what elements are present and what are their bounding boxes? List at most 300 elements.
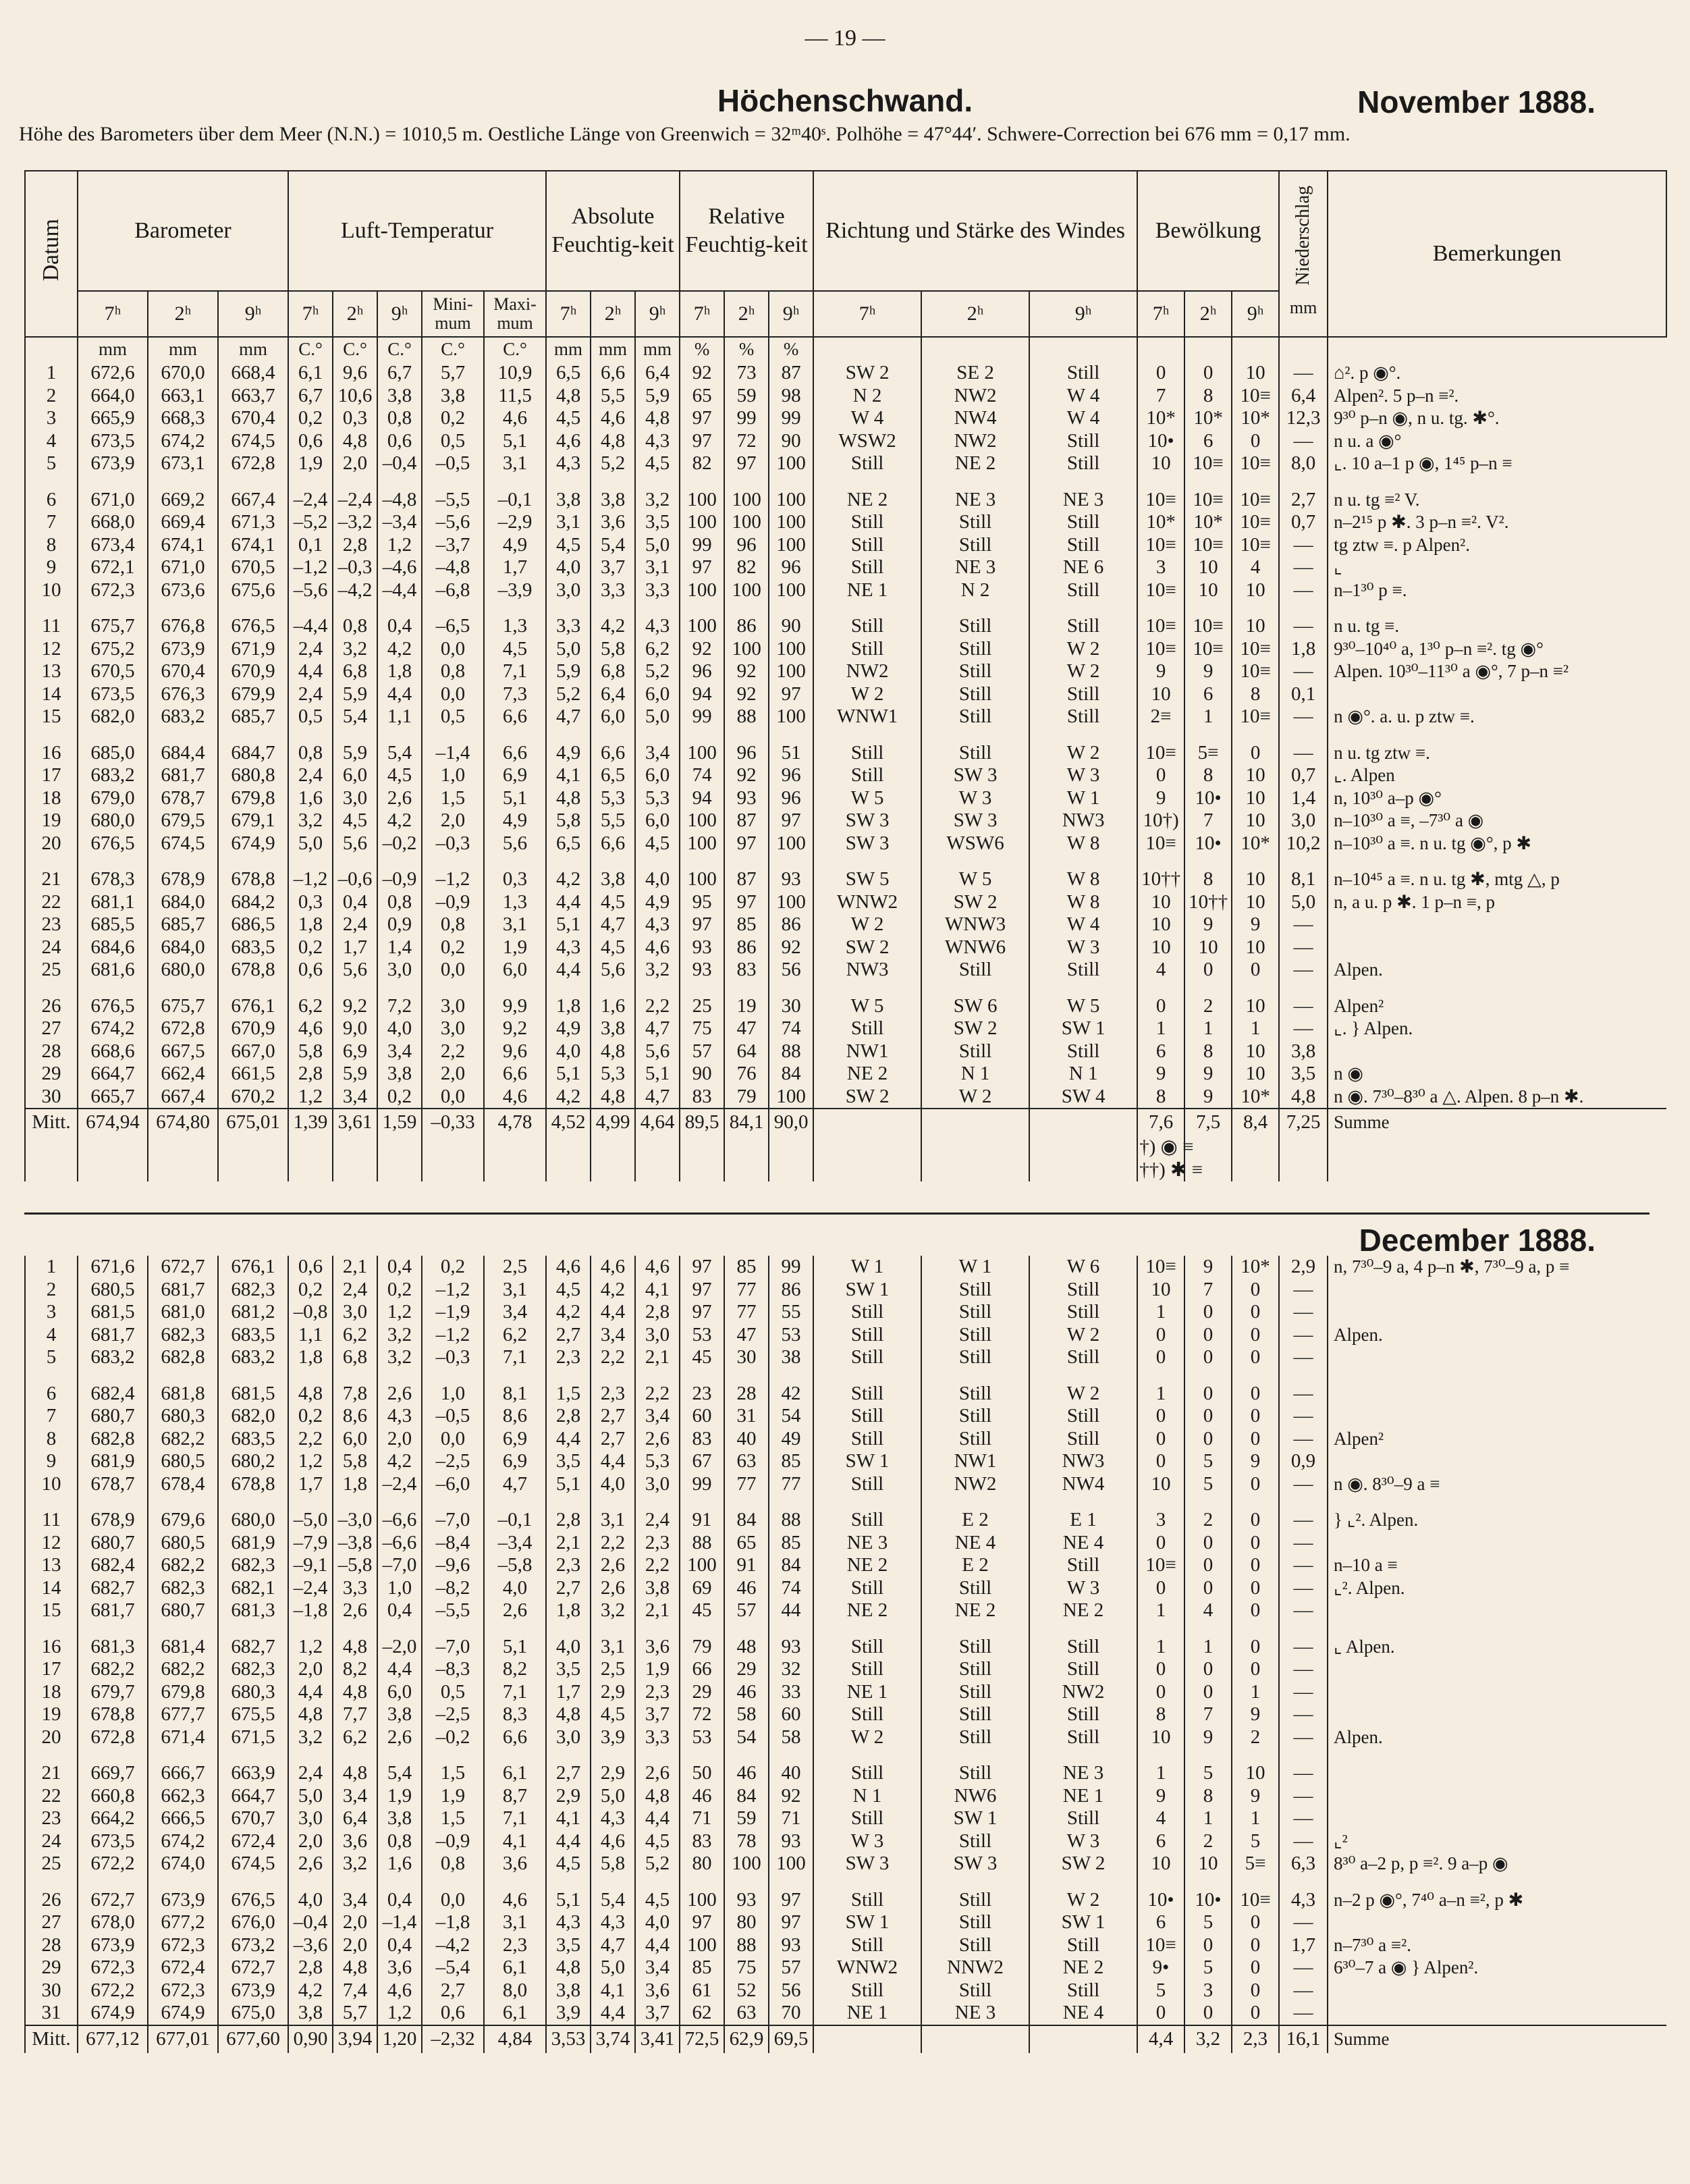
table-cell: 95	[680, 891, 724, 914]
table-cell	[1029, 1109, 1137, 1136]
table-cell: 0	[1137, 1450, 1184, 1473]
table-cell: 6,0	[635, 683, 680, 706]
cell-datum: 4	[25, 1324, 78, 1347]
table-cell: 673,1	[148, 452, 218, 475]
table-cell: 4,0	[484, 1577, 546, 1600]
table-cell: 5,4	[591, 534, 635, 557]
table-cell: –5,2	[288, 511, 333, 534]
table-cell: 97	[680, 913, 724, 936]
table-cell: Still	[1029, 615, 1137, 638]
table-cell: 94	[680, 787, 724, 810]
table-cell: 678,8	[218, 959, 288, 982]
table-cell: 2,0	[288, 1658, 333, 1681]
h2: 2ʰ	[148, 291, 218, 337]
table-cell: —	[1279, 1554, 1328, 1577]
table-cell: 682,3	[148, 1324, 218, 1347]
table-row	[25, 1017, 1666, 1040]
table-cell: 97	[680, 430, 724, 453]
table-cell: 10*	[1232, 1256, 1279, 1279]
table-cell: 3,8	[1279, 1040, 1328, 1063]
table-cell: Still	[1029, 1703, 1137, 1726]
table-cell: 4,8	[333, 1956, 377, 1979]
table-cell: 0,2	[288, 936, 333, 959]
table-cell: NE 1	[1029, 1785, 1137, 1808]
table-cell: 1,4	[377, 936, 422, 959]
table-cell: 674,2	[78, 1017, 148, 1040]
table-cell: 6,1	[484, 1762, 546, 1785]
footnote-row	[25, 1159, 1666, 1182]
table-cell: 664,7	[78, 1063, 148, 1086]
table-cell: 5,0	[635, 534, 680, 557]
unit-abs: mm	[635, 337, 680, 362]
table-cell: 63	[724, 2002, 769, 2025]
table-cell: 3,8	[377, 1703, 422, 1726]
table-cell: –1,2	[422, 1324, 484, 1347]
table-cell: 5,5	[591, 809, 635, 832]
table-cell: 0,3	[288, 891, 333, 914]
table-cell: NE 3	[1029, 489, 1137, 512]
table-cell: –0,2	[422, 1726, 484, 1749]
table-cell: 6	[1137, 1040, 1184, 1063]
table-row	[25, 1726, 1666, 1749]
table-cell: 3,1	[484, 452, 546, 475]
table-cell: 0,8	[377, 1830, 422, 1853]
cell-bemerkung: n ◉°. a. u. p ztw ≡.	[1328, 705, 1666, 728]
table-cell: 681,9	[78, 1450, 148, 1473]
table-cell: 5,3	[591, 787, 635, 810]
table-row	[25, 913, 1666, 936]
table-cell: 86	[724, 615, 769, 638]
table-cell: –0,3	[422, 832, 484, 855]
table-cell: 3,4	[377, 1040, 422, 1063]
cell-datum: 30	[25, 1086, 78, 1109]
table-cell: 0	[1137, 2002, 1184, 2025]
table-cell: 683,5	[218, 936, 288, 959]
table-cell: Still	[921, 534, 1029, 557]
table-cell: 2,0	[288, 1830, 333, 1853]
h7: 7ʰ	[288, 291, 333, 337]
table-cell: –2,32	[422, 2025, 484, 2053]
table-cell: 0	[1184, 2002, 1232, 2025]
table-cell: Still	[813, 1636, 921, 1659]
table-cell: 1	[1137, 1301, 1184, 1324]
table-cell: 51	[769, 742, 813, 765]
table-cell: 6,8	[333, 660, 377, 683]
table-cell: 8	[1184, 764, 1232, 787]
table-cell: 676,5	[78, 995, 148, 1018]
table-cell: NE 2	[1029, 1599, 1137, 1622]
cell-datum: 16	[25, 1636, 78, 1659]
table-cell: 675,6	[218, 579, 288, 602]
table-cell: 0,8	[333, 615, 377, 638]
table-cell: 10≡	[1137, 615, 1184, 638]
table-cell: 2,1	[333, 1256, 377, 1279]
table-cell: 4,2	[377, 809, 422, 832]
table-cell: 684,0	[148, 891, 218, 914]
table-cell: 88	[769, 1509, 813, 1532]
table-cell: 3,2	[377, 1324, 422, 1347]
table-cell: 47	[724, 1017, 769, 1040]
table-cell: 10,9	[484, 362, 546, 385]
table-cell: 88	[724, 1934, 769, 1957]
table-cell: —	[1279, 362, 1328, 385]
table-cell: 84	[769, 1554, 813, 1577]
table-cell: 4,6	[546, 1256, 591, 1279]
table-cell: 3,0	[288, 1807, 333, 1830]
table-cell: Still	[813, 1762, 921, 1785]
table-cell: 681,1	[78, 891, 148, 914]
table-cell: 83	[680, 1830, 724, 1853]
table-cell: –3,7	[422, 534, 484, 557]
table-cell: 100	[724, 1853, 769, 1875]
cell-datum: 1	[25, 362, 78, 385]
table-cell: 0,0	[422, 959, 484, 982]
table-cell: 3,2	[333, 1853, 377, 1875]
table-cell: 1,9	[288, 452, 333, 475]
table-cell: Still	[813, 1934, 921, 1957]
table-cell: 3,9	[546, 2002, 591, 2025]
table-cell: 100	[680, 615, 724, 638]
group-gap	[25, 982, 1666, 995]
table-row	[25, 385, 1666, 408]
table-cell: NW3	[813, 959, 921, 982]
table-cell: 672,2	[78, 1979, 148, 2002]
table-cell: 1	[1137, 1636, 1184, 1659]
table-cell: 3,3	[333, 1577, 377, 1600]
cell-bemerkung	[1328, 683, 1666, 706]
table-cell: 10≡	[1232, 660, 1279, 683]
table-cell: Still	[1029, 1346, 1137, 1369]
table-cell: 681,9	[218, 1532, 288, 1555]
cell-datum: 13	[25, 1554, 78, 1577]
table-cell: 6	[1137, 1911, 1184, 1934]
table-cell: 2,7	[591, 1405, 635, 1428]
table-cell: 2,8	[546, 1509, 591, 1532]
table-cell: 0	[1232, 1911, 1279, 1934]
table-cell: 0	[1232, 1577, 1279, 1600]
group-gap	[25, 475, 1666, 489]
table-cell: –0,4	[377, 452, 422, 475]
table-cell: 681,2	[218, 1301, 288, 1324]
table-cell: 1	[1137, 1383, 1184, 1406]
table-cell: 2,0	[377, 1428, 422, 1451]
table-cell: 1,5	[422, 1807, 484, 1830]
table-cell: –1,9	[422, 1301, 484, 1324]
table-cell: 10≡	[1137, 832, 1184, 855]
table-cell: 0	[1232, 1324, 1279, 1347]
table-cell: 680,0	[218, 1509, 288, 1532]
table-cell: 91	[724, 1554, 769, 1577]
table-cell: 6,4	[333, 1807, 377, 1830]
table-cell: 678,9	[148, 868, 218, 891]
unit-rel: %	[769, 337, 813, 362]
table-cell: W 8	[1029, 891, 1137, 914]
table-cell: 0	[1232, 959, 1279, 982]
table-cell: 680,7	[78, 1532, 148, 1555]
table-cell: W 3	[1029, 764, 1137, 787]
cell-datum: 25	[25, 1853, 78, 1875]
table-cell: 54	[724, 1726, 769, 1749]
table-cell: 6,2	[333, 1726, 377, 1749]
table-cell: 42	[769, 1383, 813, 1406]
table-cell: 672,7	[148, 1256, 218, 1279]
table-cell: 0	[1232, 1658, 1279, 1681]
table-cell: —	[1279, 1473, 1328, 1496]
table-cell: 3	[1137, 556, 1184, 579]
table-cell	[921, 1109, 1029, 1136]
table-row	[25, 742, 1666, 765]
table-cell: Still	[921, 1703, 1029, 1726]
table-cell: 5,0	[591, 1956, 635, 1979]
table-cell: 4,7	[591, 1934, 635, 1957]
table-cell: –3,6	[288, 1934, 333, 1957]
cell-datum: 2	[25, 385, 78, 408]
table-cell: 2,6	[591, 1577, 635, 1600]
table-cell: Still	[921, 1279, 1029, 1302]
table-cell: 2,6	[333, 1599, 377, 1622]
table-cell: 2,3	[484, 1934, 546, 1957]
table-cell: 1,5	[546, 1383, 591, 1406]
table-cell: 670,9	[218, 660, 288, 683]
table-cell: NE 4	[1029, 1532, 1137, 1555]
table-cell: 9	[1232, 1785, 1279, 1808]
november-table	[24, 170, 1667, 1181]
table-cell: 682,2	[148, 1428, 218, 1451]
table-row	[25, 1785, 1666, 1808]
table-cell: 2,9	[546, 1785, 591, 1808]
cell-bemerkung	[1328, 1301, 1666, 1324]
table-cell: 1	[1184, 1807, 1232, 1830]
table-cell: –4,4	[288, 615, 333, 638]
table-cell: 7,6	[1137, 1109, 1184, 1136]
table-cell: 4,5	[635, 1889, 680, 1912]
table-cell: 100	[769, 534, 813, 557]
table-cell: 4,9	[546, 742, 591, 765]
table-cell: 79	[680, 1636, 724, 1659]
table-cell: 10	[1184, 1853, 1232, 1875]
table-cell: 40	[769, 1762, 813, 1785]
table-cell: Still	[921, 1383, 1029, 1406]
cell-bemerkung: n, 10³⁰ a–p ◉°	[1328, 787, 1666, 810]
table-cell: NE 2	[813, 1554, 921, 1577]
table-row	[25, 868, 1666, 891]
table-cell: 69	[680, 1577, 724, 1600]
table-cell: 0	[1232, 1554, 1279, 1577]
table-cell: –5,0	[288, 1509, 333, 1532]
table-cell: 65	[680, 385, 724, 408]
table-cell: 6,1	[484, 1956, 546, 1979]
cell-bemerkung: 8³⁰ a–2 p, p ≡². 9 a–p ◉	[1328, 1853, 1666, 1875]
cell-bemerkung: ⌞². Alpen.	[1328, 1577, 1666, 1600]
table-cell: 2,4	[288, 638, 333, 661]
table-cell: 57	[680, 1040, 724, 1063]
table-cell: 12,3	[1279, 407, 1328, 430]
table-cell: 4,1	[635, 1279, 680, 1302]
table-cell: 10•	[1137, 430, 1184, 453]
table-cell: 11,5	[484, 385, 546, 408]
table-cell: 4,2	[377, 1450, 422, 1473]
cell-datum: 26	[25, 995, 78, 1018]
table-cell: 672,3	[78, 579, 148, 602]
table-cell: 100	[724, 489, 769, 512]
table-cell: 86	[769, 913, 813, 936]
table-cell: 45	[680, 1599, 724, 1622]
table-cell: 10≡	[1232, 511, 1279, 534]
table-cell: 672,6	[78, 362, 148, 385]
table-cell: 6,6	[484, 1726, 546, 1749]
table-cell: 48	[724, 1636, 769, 1659]
table-cell: —	[1279, 1830, 1328, 1853]
table-cell: 100	[769, 511, 813, 534]
table-cell: 57	[769, 1956, 813, 1979]
table-row	[25, 1599, 1666, 1622]
table-cell: 4,3	[635, 430, 680, 453]
table-cell: —	[1279, 2002, 1328, 2025]
unit-abs: mm	[546, 337, 591, 362]
table-cell: 7,1	[484, 660, 546, 683]
table-cell: 0	[1232, 1979, 1279, 2002]
table-cell: 0	[1232, 742, 1279, 765]
table-cell: 2,3	[546, 1554, 591, 1577]
cell-bemerkung: n u. tg ztw ≡.	[1328, 742, 1666, 765]
table-cell: 3,6	[377, 1956, 422, 1979]
table-cell: 5,6	[635, 1040, 680, 1063]
group-gap	[25, 602, 1666, 615]
cell-datum: 20	[25, 832, 78, 855]
table-cell: 680,7	[148, 1599, 218, 1622]
table-cell: 9,9	[484, 995, 546, 1018]
table-cell: 1,7	[546, 1681, 591, 1704]
table-cell: 4,4	[288, 1681, 333, 1704]
table-cell: 1	[1137, 1017, 1184, 1040]
table-cell: 46	[680, 1785, 724, 1808]
table-cell: 5	[1184, 1911, 1232, 1934]
table-cell: 3,8	[377, 385, 422, 408]
table-cell: 2,6	[591, 1554, 635, 1577]
cell-datum: 23	[25, 913, 78, 936]
table-row	[25, 638, 1666, 661]
table-cell: 100	[680, 1889, 724, 1912]
table-cell: –2,5	[422, 1450, 484, 1473]
table-cell: —	[1279, 1346, 1328, 1369]
table-row	[25, 1509, 1666, 1532]
group-gap	[25, 1875, 1666, 1889]
table-cell: 4,0	[635, 1911, 680, 1934]
h2: 2ʰ	[1184, 291, 1232, 337]
h7: 7ʰ	[546, 291, 591, 337]
table-cell: 50	[680, 1762, 724, 1785]
table-cell: 6,6	[484, 1063, 546, 1086]
table-cell: 67	[680, 1450, 724, 1473]
table-cell: 4,7	[591, 913, 635, 936]
table-cell: 5,3	[591, 1063, 635, 1086]
cell-bemerkung: n u. a ◉°	[1328, 430, 1666, 453]
table-cell: 670,4	[148, 660, 218, 683]
table-row	[25, 452, 1666, 475]
table-cell: 10	[1232, 936, 1279, 959]
table-cell: 55	[769, 1301, 813, 1324]
table-cell: 46	[724, 1762, 769, 1785]
cell-datum: 14	[25, 1577, 78, 1600]
table-cell: –2,4	[288, 1577, 333, 1600]
cell-bemerkung	[1328, 1383, 1666, 1406]
table-cell: 4,0	[635, 868, 680, 891]
table-cell: 682,3	[218, 1658, 288, 1681]
header-niederschlag: Niederschlag mm	[1279, 171, 1328, 337]
table-cell: Still	[1029, 362, 1137, 385]
table-cell: 2,7	[546, 1577, 591, 1600]
table-cell: 668,4	[218, 362, 288, 385]
table-cell: 10≡	[1137, 1934, 1184, 1957]
table-cell: 5,2	[546, 683, 591, 706]
table-cell: 5	[1184, 1450, 1232, 1473]
table-cell: 3,2	[635, 959, 680, 982]
cell-datum: 18	[25, 787, 78, 810]
table-cell: 0	[1232, 2002, 1279, 2025]
table-cell: 670,7	[218, 1807, 288, 1830]
table-cell: 0	[1137, 1428, 1184, 1451]
table-cell: 5,1	[484, 1636, 546, 1659]
table-row	[25, 832, 1666, 855]
table-cell: Still	[921, 1911, 1029, 1934]
table-cell: –5,8	[333, 1554, 377, 1577]
table-cell: 4,2	[546, 1301, 591, 1324]
table-cell: 3,4	[333, 1086, 377, 1109]
table-cell: 4,1	[591, 1979, 635, 2002]
table-cell: 2,7	[591, 1428, 635, 1451]
table-cell: 5,6	[333, 959, 377, 982]
table-cell: SW 1	[1029, 1911, 1137, 1934]
table-cell: 3,7	[635, 2002, 680, 2025]
table-cell: –2,0	[377, 1636, 422, 1659]
cell-bemerkung: Alpen. 10³⁰–11³⁰ a ◉°, 7 p–n ≡²	[1328, 660, 1666, 683]
table-cell: SW 2	[1029, 1853, 1137, 1875]
table-cell: Still	[921, 1762, 1029, 1785]
table-cell: 78	[724, 1830, 769, 1853]
table-cell: 10	[1232, 809, 1279, 832]
cell-bemerkung: Alpen.	[1328, 959, 1666, 982]
table-cell: 0,90	[288, 2025, 333, 2053]
table-cell: N 1	[813, 1785, 921, 1808]
table-cell: 5,0	[635, 705, 680, 728]
table-cell	[813, 2025, 921, 2053]
table-cell: 0	[1232, 430, 1279, 453]
cell-bemerkung: ⌞. 10 a–1 p ◉, 1⁴⁵ p–n ≡	[1328, 452, 1666, 475]
table-cell: 682,8	[78, 1428, 148, 1451]
table-cell: 91	[680, 1509, 724, 1532]
table-cell: SE 2	[921, 362, 1029, 385]
table-cell: 0	[1184, 1383, 1232, 1406]
table-cell: 4,4	[288, 660, 333, 683]
table-cell: 90	[769, 430, 813, 453]
table-cell: 79	[724, 1086, 769, 1109]
table-cell: 671,4	[148, 1726, 218, 1749]
cell-bemerkung: Alpen²	[1328, 1428, 1666, 1451]
table-cell: 0,5	[422, 705, 484, 728]
table-cell: Still	[921, 1830, 1029, 1853]
table-cell: 0,4	[377, 1599, 422, 1622]
table-cell: W 2	[1029, 638, 1137, 661]
table-cell: 4,6	[288, 1017, 333, 1040]
table-cell: 10≡	[1137, 742, 1184, 765]
table-cell: 1,2	[377, 1301, 422, 1324]
table-cell: Still	[813, 1889, 921, 1912]
table-cell: 672,3	[78, 1956, 148, 1979]
table-cell: 5,8	[546, 809, 591, 832]
cell-datum: 7	[25, 1405, 78, 1428]
table-cell: 683,5	[218, 1428, 288, 1451]
table-cell: 4,0	[288, 1889, 333, 1912]
